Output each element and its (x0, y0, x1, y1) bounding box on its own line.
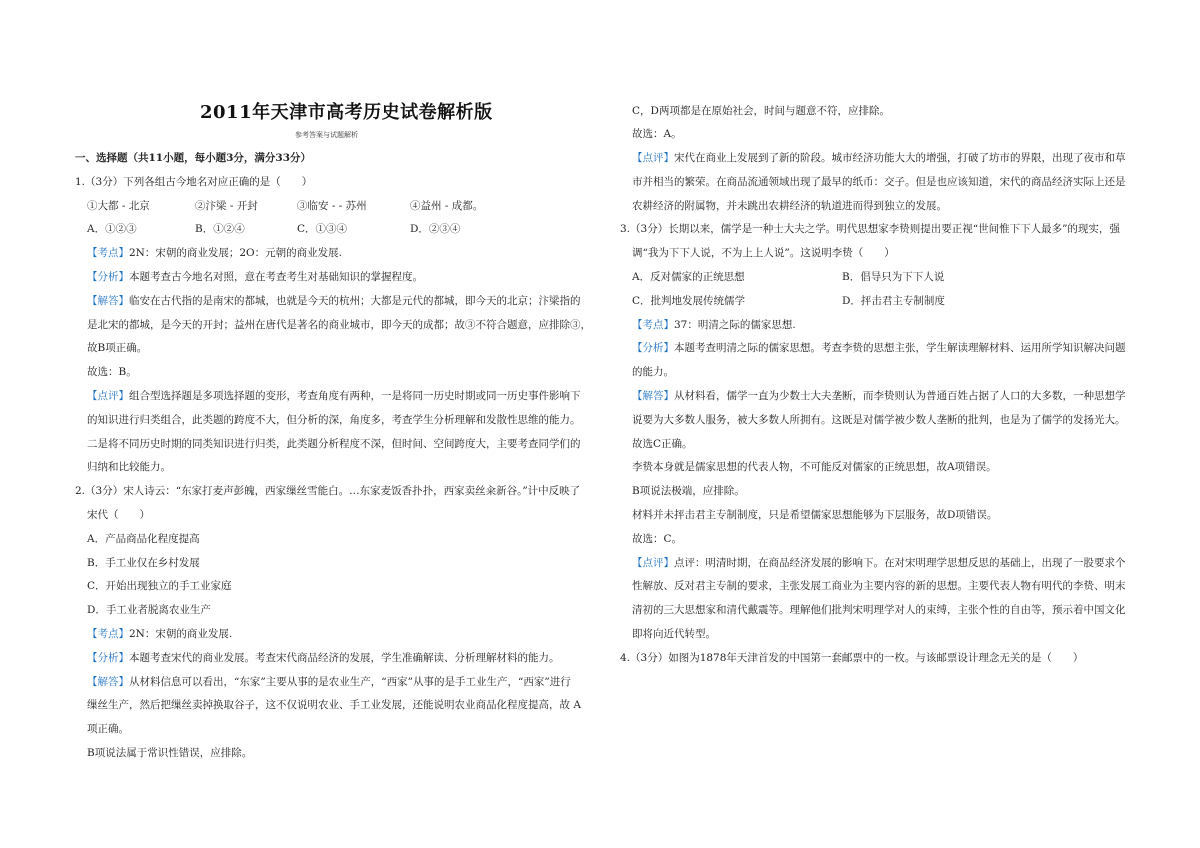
q2-option-a: A．产品商品化程度提高 (87, 533, 200, 545)
kaodian-tag: 【考点】 (632, 319, 674, 331)
page-subtitle: 参考答案与试题解析 (295, 131, 358, 139)
q3-jieda-line-2: 说要为大多数人服务，被大多数人所拥有。这既是对儒学被少数人垄断的批判，也是为了儒学的发扬光大。 (632, 414, 1126, 426)
q2-stem: 2.（3分）宋人诗云：“东家打麦声彭魄，西家缫丝雪能白。…东家麦饭香扑扑，西家卖丝籴新谷。”计中反映了 (75, 485, 581, 497)
q3-jieda-line-3: 故选C正确。 (632, 438, 693, 450)
q3-dianping-line-4: 即将向近代转型。 (632, 628, 716, 640)
q1-option-a: A．①②③ (87, 223, 137, 235)
jieda-tag: 【解答】 (87, 676, 129, 688)
q1-fenxi: 【分析】本题考查古今地名对照，意在考查考生对基础知识的掌握程度。 (87, 271, 423, 283)
q3-stem: 3.（3分）长期以来，儒学是一种士大夫之学。明代思想家李贽则提出要正视“世间惟下下人最多”的现实，强 (620, 223, 1120, 235)
q2-jieda-line-2: 缫丝生产，然后把缫丝卖掉换取谷子，这不仅说明农业、手工业发展，还能说明农业商品化程度提高，故 A (87, 699, 581, 711)
q3-fenxi-line-2: 的能力。 (632, 366, 674, 378)
q1-jieda-line-2: 是北宋的都城，是今天的开封；益州在唐代是著名的商业城市，即今天的成都；故③不符合题意，应排除③， (87, 319, 591, 331)
q2-dianping: 【点评】宋代在商业上发展到了新的阶段。城市经济功能大大的增强，打破了坊市的界限，出现了夜市和草 (632, 152, 1126, 164)
q2-cont-line-1: C，D两项都是在原始社会，时间与题意不符，应排除。 (632, 105, 890, 117)
kaodian-tag: 【考点】 (87, 247, 129, 259)
jieda-tag: 【解答】 (87, 295, 129, 307)
q2-dianping-line-2: 市并相当的繁荣。在商品流通领域出现了最早的纸币：交子。但是也应该知道，宋代的商品经济实际上还是 (632, 176, 1126, 188)
q1-dianping-line-3: 二是将不同历史时期的同类知识进行归类，此类题分析程度不深，但时间、空间跨度大，主要考查同学们的 (87, 438, 581, 450)
q1-kaodian: 【考点】2N：宋朝的商业发展；2O：元朝的商业发展. (87, 247, 342, 259)
q2-jieda-line-3: 项正确。 (87, 723, 129, 735)
q2-dianping-line-3: 农耕经济的附属物，并未跳出农耕经济的轨道进而得到独立的发展。 (632, 200, 947, 212)
q2-option-c: C．开始出现独立的手工业家庭 (87, 580, 232, 592)
q2-kaodian: 【考点】2N：宋朝的商业发展. (87, 628, 233, 640)
page-title: 2011年天津市高考历史试卷解析版 (200, 102, 493, 123)
q1-item-1: ①大都 - 北京 (87, 200, 150, 212)
fenxi-tag: 【分析】 (87, 271, 129, 283)
q1-option-c: C．①③④ (297, 223, 348, 235)
q1-dianping-line-2: 的知识进行归类组合，此类题的跨度不大，但分析的深，角度多，考查学生分析理解和发散性思维的能力。 (87, 414, 581, 426)
q2-fenxi: 【分析】本题考查宋代的商业发展。考查宋代商品经济的发展，学生准确解读、分析理解材料的能力。 (87, 652, 560, 664)
q3-option-c: C．批判地发展传统儒学 (632, 295, 746, 307)
fenxi-tag: 【分析】 (632, 342, 674, 354)
q3-option-a: A．反对儒家的正统思想 (632, 271, 745, 283)
q3-kaodian: 【考点】37：明清之际的儒家思想. (632, 319, 796, 331)
q1-dianping-line-4: 归纳和比较能力。 (87, 461, 171, 473)
q1-dianping: 【点评】组合型选择题是多项选择题的变形，考查角度有两种，一是将同一历史时期或同一历史事件影响下 (87, 390, 581, 402)
q3-jieda-line-4: 李贽本身就是儒家思想的代表人物，不可能反对儒家的正统思想，故A项错误。 (632, 461, 997, 473)
q1-item-2: ②汴梁 - 开封 (195, 200, 258, 212)
q3-fenxi: 【分析】本题考查明清之际的儒家思想。考查李贽的思想主张，学生解读理解材料、运用所学知识解决问题 (632, 342, 1126, 354)
kaodian-tag: 【考点】 (87, 628, 129, 640)
q3-dianping-line-2: 性解放、反对君主专制的要求，主张发展工商业为主要内容的新的思想。主要代表人物有明代的李贽、明末 (632, 580, 1126, 592)
q3-dianping: 【点评】点评：明清时期，在商品经济发展的影响下。在对宋明理学思想反思的基础上，出现了一股要求个 (632, 557, 1126, 569)
q3-dianping-line-3: 清初的三大思想家和清代戴震等。理解他们批判宋明理学对人的束缚，主张个性的自由等，预示着中国文化 (632, 604, 1126, 616)
q3-option-b: B．倡导只为下下人说 (842, 271, 945, 283)
dianping-tag: 【点评】 (632, 557, 674, 569)
q3-answer: 故选：C。 (632, 533, 683, 545)
dianping-tag: 【点评】 (632, 152, 674, 164)
q1-jieda-line-3: 故B项正确。 (87, 342, 148, 354)
q1-jieda: 【解答】临安在古代指的是南宋的都城，也就是今天的杭州；大都是元代的都城，即今天的北京；汴梁指的 (87, 295, 581, 307)
q3-stem-line-2: 调“我为下下人说，不为上上人说”。这说明李贽（ ） (632, 247, 895, 259)
fenxi-tag: 【分析】 (87, 652, 129, 664)
q4-stem: 4.（3分）如图为1878年天津首发的中国第一套邮票中的一枚。与该邮票设计理念无关的是（ ） (620, 652, 1084, 664)
q2-jieda-line-4: B项说法属于常识性错误，应排除。 (87, 747, 253, 759)
q3-jieda-line-6: 材料并未抨击君主专制制度，只是希望儒家思想能够为下层服务，故D项错误。 (632, 509, 998, 521)
section-heading: 一、选择题（共11小题，每小题3分，满分33分） (75, 152, 312, 164)
q3-jieda: 【解答】从材料看，儒学一直为少数士大夫垄断，而李贽则认为普通百姓占据了人口的大多数，一种思想学 (632, 390, 1126, 402)
q2-option-b: B．手工业仅在乡村发展 (87, 557, 200, 569)
q1-item-3: ③临安 - - 苏州 (297, 200, 367, 212)
q1-answer: 故选：B。 (87, 366, 137, 378)
q3-jieda-line-5: B项说法极端，应排除。 (632, 485, 745, 497)
q1-stem: 1.（3分）下列各组古今地名对应正确的是（ ） (75, 176, 313, 188)
jieda-tag: 【解答】 (632, 390, 674, 402)
q3-option-d: D．抨击君主专制制度 (842, 295, 945, 307)
q1-item-4: ④益州 - 成都。 (410, 200, 484, 212)
q2-stem-line-2: 宋代（ ） (87, 509, 150, 521)
q1-option-b: B．①②④ (195, 223, 245, 235)
q1-option-d: D．②③④ (410, 223, 461, 235)
q2-answer: 故选：A。 (632, 128, 682, 140)
q2-option-d: D．手工业者脱离农业生产 (87, 604, 211, 616)
dianping-tag: 【点评】 (87, 390, 129, 402)
q2-jieda: 【解答】从材料信息可以看出，“东家”主要从事的是农业生产，“西家”从事的是手工业生产，“西家”进行 (87, 676, 571, 688)
